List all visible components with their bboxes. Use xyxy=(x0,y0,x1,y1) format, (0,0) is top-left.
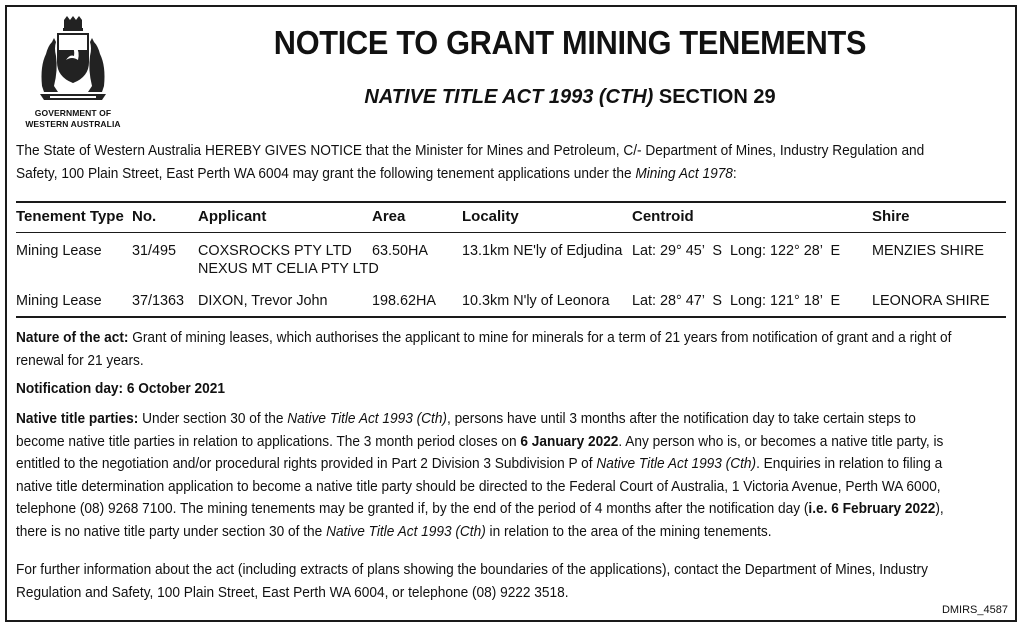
cell-type: Mining Lease xyxy=(16,243,102,259)
cell-no: 37/1363 xyxy=(132,293,185,309)
notice-title: NOTICE TO GRANT MINING TENEMENTS xyxy=(273,24,867,61)
header-applicant: Applicant xyxy=(198,208,267,225)
native-act-1: Native Title Act 1993 (Cth) xyxy=(287,411,447,427)
native-text-5: ), there is no native title party under section 30 of the xyxy=(16,501,944,540)
notification-day: Notification day: 6 October 2021 xyxy=(16,381,225,397)
crest-caption xyxy=(14,108,132,130)
notice-code: DMIRS_4587 xyxy=(941,604,1008,616)
native-act-3: Native Title Act 1993 (Cth) xyxy=(326,523,486,540)
cell-applicant-1: DIXON, Trevor John xyxy=(198,293,328,309)
crest-caption-line1: GOVERNMENT OF xyxy=(34,108,112,118)
cell-locality: 10.3km N'ly of Leonora xyxy=(462,293,610,309)
cell-centroid: Lat: 28° 47’ S Long: 121° 18’ E xyxy=(632,293,841,309)
further-info-paragraph: For further information about the act (including extracts of plans showing the boundaries of the applications), contact the Department of Mines, Industry Regulation and Safety, 100 Plain Street, East Perth WA 6004, or telephone (08) 9222 3518. xyxy=(16,562,928,601)
government-crest xyxy=(14,16,132,132)
native-act-2: Native Title Act 1993 (Cth) xyxy=(596,456,757,473)
intro-act: Mining Act 1978 xyxy=(635,165,733,182)
cell-centroid: Lat: 29° 45’ S Long: 122° 28’ E xyxy=(632,243,841,259)
cell-locality: 13.1km NE'ly of Edjudina xyxy=(462,243,623,259)
native-text-4: . Enquiries in relation to filing a native title determination application to become a native title party should be directed to the Federal Court of Australia, 1 Victoria Avenue, Perth WA 6000, telephone (08) 9268 7100. The mining tenements may be granted if, by the end of the period of 4 months after the notification day ( xyxy=(16,456,943,518)
nature-label: Nature of the act: xyxy=(16,330,129,346)
native-text-1: Under section 30 of the xyxy=(138,411,288,427)
cell-applicant-2: NEXUS MT CELIA PTY LTD xyxy=(198,261,379,277)
native-text-2: , persons have until 3 months after the notification day to take certain steps to become native title parties in relation to applications. The 3 month period closes on xyxy=(16,411,916,450)
native-date-2: i.e. 6 February 2022 xyxy=(808,501,936,518)
cell-shire: MENZIES SHIRE xyxy=(872,243,984,259)
header-locality: Locality xyxy=(462,208,519,225)
crest-caption-line2: WESTERN AUSTRALIA xyxy=(25,119,121,129)
subtitle-act: NATIVE TITLE ACT 1993 (CTH) xyxy=(364,86,654,108)
coat-of-arms-icon xyxy=(36,16,110,104)
cell-no: 31/495 xyxy=(132,243,177,259)
cell-applicant-1: COXSROCKS PTY LTD xyxy=(198,243,352,259)
intro-paragraph xyxy=(16,140,959,185)
native-text-3: . Any person who is, or becomes a native title party, is entitled to the negotiation and/or procedural rights provided in Part 2 Division 3 Subdivision P of xyxy=(16,433,944,473)
cell-type: Mining Lease xyxy=(16,293,102,309)
subtitle-section: SECTION 29 xyxy=(653,86,776,108)
table-rule-header xyxy=(16,232,1006,233)
notice-subtitle xyxy=(140,86,1000,109)
nature-paragraph xyxy=(16,327,959,372)
header-centroid: Centroid xyxy=(632,208,694,225)
native-text-6: in relation to the area of the mining tenements. xyxy=(485,523,772,540)
header-tenement-type: Tenement Type xyxy=(16,208,124,225)
cell-shire: LEONORA SHIRE xyxy=(872,293,990,309)
native-label: Native title parties: xyxy=(16,411,139,427)
header-shire: Shire xyxy=(872,208,910,225)
table-rule-top xyxy=(16,201,1006,203)
nature-text: Grant of mining leases, which authorises the applicant to mine for minerals for a term of 21 years from notification of grant and a right of renewal for 21 years. xyxy=(16,330,952,369)
native-date-1: 6 January 2022 xyxy=(520,433,619,450)
header-area: Area xyxy=(372,208,406,225)
cell-area: 198.62HA xyxy=(372,293,437,309)
header-no: No. xyxy=(132,208,157,225)
cell-area: 63.50HA xyxy=(372,243,429,259)
table-rule-bottom xyxy=(16,316,1006,318)
intro-end: : xyxy=(732,165,737,182)
intro-text: The State of Western Australia HEREBY GIVES NOTICE that the Minister for Mines and Petroleum, C/- Department of Mines, Industry Regulation and Safety, 100 Plain Street, East Perth WA 6004 may grant the following tenement applications under the xyxy=(16,143,925,182)
native-title-paragraph xyxy=(16,408,959,544)
